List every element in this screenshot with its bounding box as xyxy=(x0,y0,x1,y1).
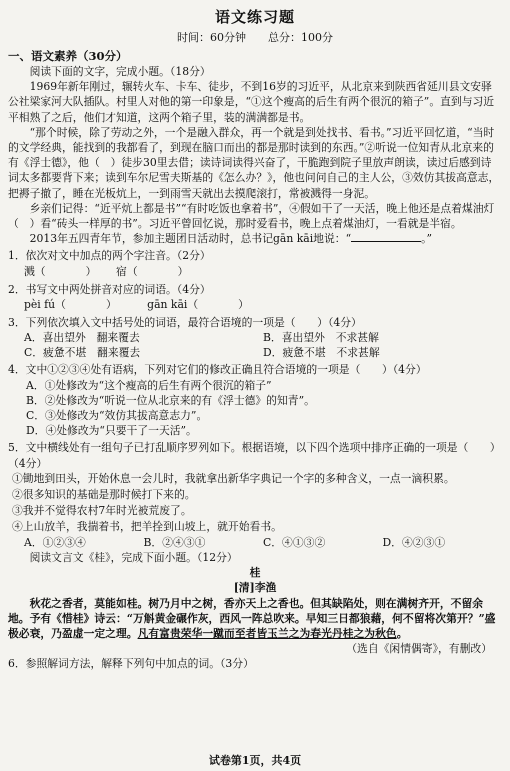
passage-paragraph-3: 乡亲们记得：“近平炕上都是书”“有时吃饭也拿着书”，④假如干了一天活，晚上他还是点着煤油灯（ ）看“砖头一样厚的书”。习近平曾回忆说，那时爱看书，晚上点着煤油灯，一看就是半宿。 xyxy=(8,201,495,231)
question-1-items: 溅（ ） 宿（ ） xyxy=(24,264,189,278)
question-4-text: 4．文中①②③④处有语病，下列对它们的修改正确且符合语境的一项是（ ）（4分） xyxy=(8,363,427,377)
classical-passage-text: 秋花之香者，莫能如桂。树乃月中之树，香亦天上之香也。但其缺陷处，则在满树齐开，不留余地。予有《惜桂》诗云：“万斛黄金碾作灰，西风一阵总吹来。早知三日都狼藉，何不留将次第开？”盛极必衰，乃盈虚一定之理。 xyxy=(8,596,496,641)
passage-source: （选自《闲情偶寄》，有删改） xyxy=(346,642,492,656)
q3-option-a[interactable]: A．喜出望外 翻来覆去 xyxy=(24,331,140,345)
q4-option-b[interactable]: B．②处修改为“听说一位从北京来的有《浮士德》的知青”。 xyxy=(26,393,315,407)
q1-item-2: 宿 xyxy=(116,264,127,278)
q1-item-1: 溅 xyxy=(24,264,35,278)
page-footer: 试卷第1页，共4页 xyxy=(208,754,302,767)
section-heading: 一、语文素养（30分） xyxy=(8,49,128,63)
q5-sentence-2: ②很多知识的基础是那时候打下来的。 xyxy=(12,487,196,501)
answer-blank[interactable] xyxy=(351,231,421,242)
q5-option-a[interactable]: A．①②③④ xyxy=(24,535,86,549)
q5-sentence-4: ④上山放羊，我揣着书，把羊拴到山坡上，就开始看书。 xyxy=(12,519,282,533)
page-title: 语文练习题 xyxy=(214,8,295,26)
poem-author: [清]李渔 xyxy=(233,581,277,595)
underlined-sentence: 凡有富贵荣华一蹴而至者皆玉兰之为春光丹桂之为秋色 xyxy=(137,627,397,641)
question-3-text: 3．下列依次填入文中括号处的词语，最符合语境的一项是（ ）（4分） xyxy=(8,315,362,329)
q5-option-b[interactable]: B．②④③① xyxy=(143,535,206,549)
q4-option-c[interactable]: C．③处修改为“效仿其拔高意志力”。 xyxy=(26,409,208,423)
q4-option-a[interactable]: A．①处修改为“这个瘦高的后生有两个很沉的箱子” xyxy=(26,378,272,392)
question-1 xyxy=(8,248,502,279)
question-2 xyxy=(8,282,502,313)
exam-info: 时间：60分钟 总分：100分 xyxy=(177,31,333,44)
q5-option-c[interactable]: C．④①③② xyxy=(263,535,326,549)
classical-reading-instruction: 阅读文言文《桂》，完成下面小题。（12分） xyxy=(29,551,238,565)
q5-sentence-1: ①锄地到田头，开始休息一会儿时，我就拿出新华字典记一个字的多种含义，一点一滴积累。 xyxy=(12,471,455,485)
poem-title: 桂 xyxy=(249,566,261,580)
passage-paragraph-4 xyxy=(8,231,502,246)
passage-paragraph-1: 1969年新年刚过，辗转火车、卡车、徒步，不到16岁的习近平，从北京来到陕西省延川县文安驿公社梁家河大队插队。村里人对他的第一印象是，“①这个瘦高的后生有两个很沉的箱子”。直到与习近平相熟了之后，他们才知道，这两个箱子里，装的满满都是书。 xyxy=(8,80,495,124)
question-1-text: 1．依次对文中加点的两个字注音。（2分） xyxy=(8,249,211,263)
passage-paragraph-4-text: 2013年五四青年节，参加主题团日活动时，总书记gān kāi地说：“ xyxy=(29,232,352,246)
question-3 xyxy=(8,315,502,361)
question-6-text: 6．参照解词方法，解释下列句中加点的词。（3分） xyxy=(8,657,254,671)
reading-instruction: 阅读下面的文字，完成小题。（18分） xyxy=(29,65,211,78)
passage-paragraph-4-end: 。” xyxy=(421,232,433,246)
question-5-text: 5．文中横线处有一组句子已打乱顺序罗列如下。根据语境，以下四个选项中排序正确的一项是（ ）（4分） xyxy=(8,441,501,470)
q3-option-c[interactable]: C．疲惫不堪 翻来覆去 xyxy=(24,346,141,360)
question-3-options xyxy=(24,330,502,360)
q3-option-d[interactable]: D．疲惫不堪 不求甚解 xyxy=(263,346,380,360)
question-5-options xyxy=(24,535,502,550)
question-4 xyxy=(8,362,502,438)
question-5 xyxy=(8,440,502,550)
q2-item-2: gān kāi xyxy=(147,297,188,311)
classical-passage xyxy=(8,596,502,642)
q5-sentence-3: ③我并不觉得农村7年时光被荒废了。 xyxy=(12,503,192,517)
classical-passage-end: 。 xyxy=(396,627,408,641)
q3-option-b[interactable]: B．喜出望外 不求甚解 xyxy=(263,331,379,345)
passage-paragraph-2: “那个时候，除了劳动之外，一个是融入群众，再一个就是到处找书、看书。”习近平回忆道，“当时的文学经典，能找到的我都看了，到现在脑口而出的都是那时读到的东西。”②听说一位知青从北京来的有《浮士德》，他（ ）徒步30里去借；读诗词读得兴奋了，干脆跑到院子里放声朗读，读过后感到诗词太多都要背下来；读到车尔尼雪夫斯基的《怎么办？》，他也问问自己的主人公，③效仿其拔高意志，把褥子撤了，睡在光板炕上，一到雨雪天就出去摸爬滚打，常被溅得一身泥。 xyxy=(8,125,500,200)
q2-item-1: pèi fú xyxy=(24,297,56,311)
q5-option-d[interactable]: D．④②③① xyxy=(382,535,446,549)
question-2-items: pèi fú（ ） gān kāi（ ） xyxy=(24,297,249,311)
question-2-text: 2．书写文中两处拼音对应的词语。（4分） xyxy=(8,282,211,296)
q4-option-d[interactable]: D．④处修改为“只要干了一天活”。 xyxy=(26,424,197,438)
